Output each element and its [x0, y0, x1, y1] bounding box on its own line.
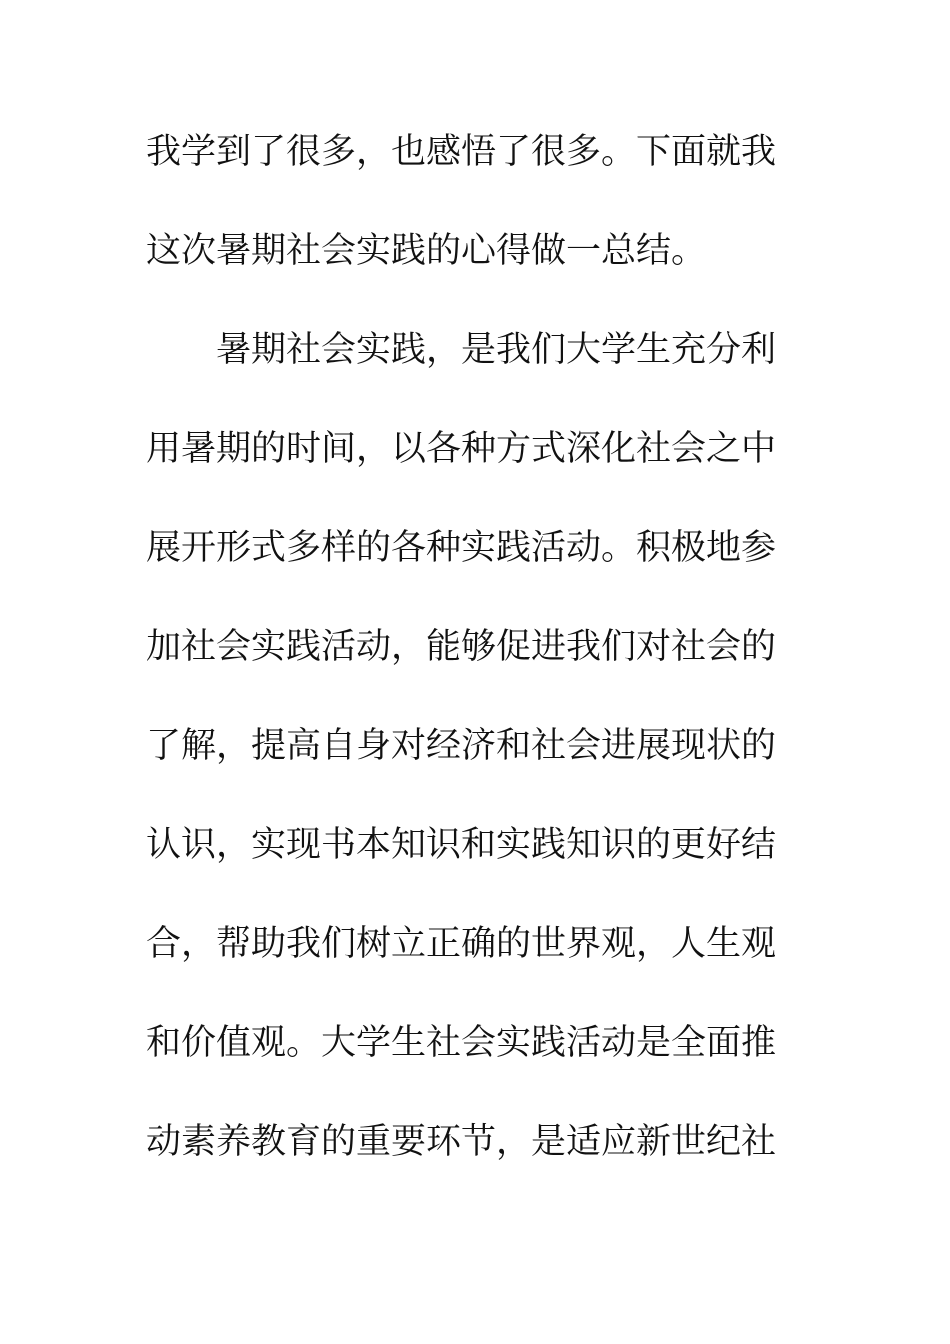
- text-line: 加社会实践活动，能够促进我们对社会的: [146, 627, 777, 667]
- text-line: 动素养教育的重要环节，是适应新世纪社: [146, 1122, 777, 1162]
- text-line: 用暑期的时间，以各种方式深化社会之中: [146, 429, 777, 469]
- body-text: [146, 128, 786, 1217]
- text-line: 展开形式多样的各种实践活动。积极地参: [146, 528, 777, 568]
- text-line: 认识，实现书本知识和实践知识的更好结: [146, 825, 777, 865]
- text-line: 和价值观。大学生社会实践活动是全面推: [146, 1023, 777, 1063]
- text-line: 我学到了很多，也感悟了很多。下面就我: [146, 132, 777, 172]
- paragraph-start-line: 暑期社会实践，是我们大学生充分利: [146, 330, 777, 370]
- text-line: 合，帮助我们树立正确的世界观，人生观: [146, 924, 777, 964]
- text-line: 这次暑期社会实践的心得做一总结。: [146, 231, 707, 271]
- text-line: 了解，提高自身对经济和社会进展现状的: [146, 726, 777, 766]
